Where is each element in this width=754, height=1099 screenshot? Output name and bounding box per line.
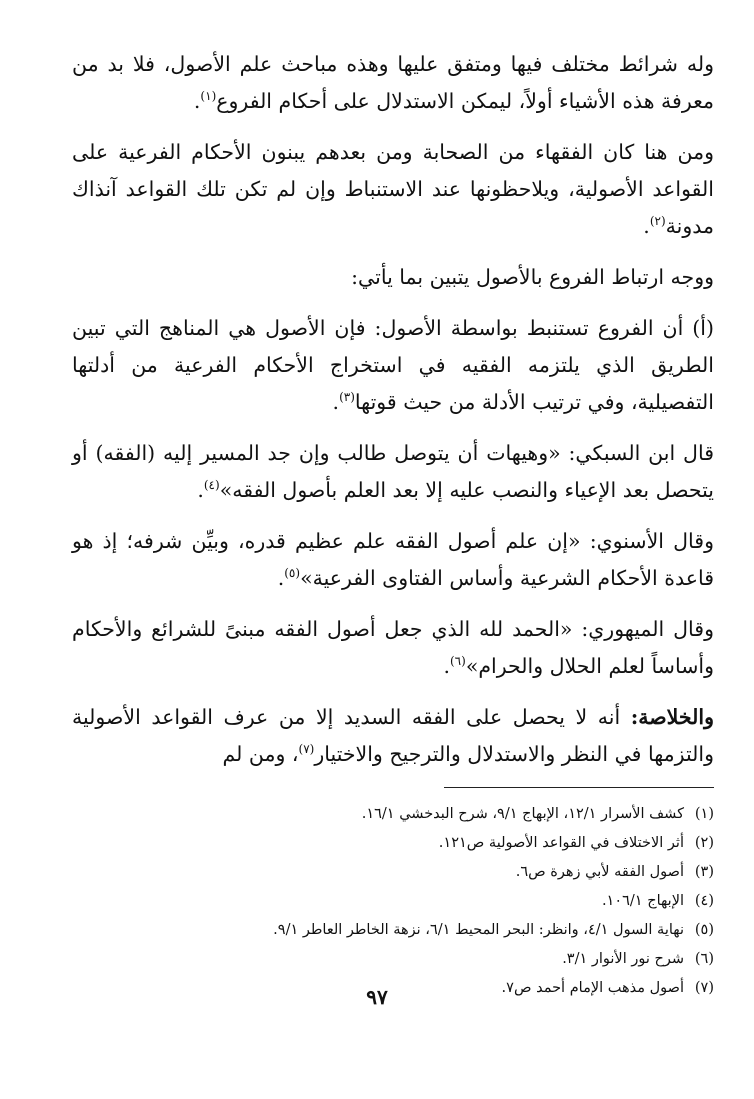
footnotes-list	[72, 800, 714, 1003]
footnote-ref: (١)	[200, 89, 217, 104]
footnote-item	[72, 800, 714, 829]
paragraph-end: ، ومن لم	[222, 742, 299, 766]
footnote-text: أثر الاختلاف في القواعد الأصولية ص١٢١.	[438, 835, 684, 851]
paragraph-end: .	[193, 89, 201, 113]
footnote-item	[72, 945, 714, 974]
summary-heading: والخلاصة:	[630, 705, 714, 729]
footnote-number: (٧)	[694, 980, 714, 996]
footnote-number: (٥)	[694, 922, 714, 938]
footnote-text: كشف الأسرار ١٢/١، الإبهاج ٩/١، شرح البدخشي ١٦/١.	[361, 806, 684, 822]
footnote-text: الإبهاج ١٠٦/١.	[601, 893, 684, 909]
footnote-divider	[444, 787, 714, 788]
paragraph-6	[72, 523, 714, 597]
footnote-ref: (٤)	[203, 478, 220, 493]
footnote-item	[72, 916, 714, 945]
paragraph-text: قال ابن السبكي: «وهيهات أن يتوصل طالب وإن جد المسير إليه (الفقه) أو يتحصل بعد الإعياء والنصب عليه إلا بعد العلم بأصول الفقه»	[72, 441, 714, 502]
paragraph-5	[72, 435, 714, 509]
paragraph-2	[72, 134, 714, 245]
footnote-ref: (٣)	[339, 390, 355, 405]
footnote-number: (٤)	[694, 893, 714, 909]
paragraph-end: .	[643, 214, 650, 238]
paragraph-1	[72, 46, 714, 120]
paragraph-4	[72, 310, 714, 421]
footnote-text: شرح نور الأنوار ٣/١.	[562, 951, 684, 967]
footnote-ref: (٧)	[298, 742, 315, 757]
paragraph-end: .	[332, 390, 340, 414]
paragraph-8	[72, 699, 714, 773]
paragraph-end: .	[197, 478, 204, 502]
footnote-number: (٦)	[694, 951, 714, 967]
paragraph-text: وقال الأسنوي: «إن علم أصول الفقه علم عظيم قدره، وبيِّن شرفه؛ إذ هو قاعدة الأحكام الشرعية وأساس الفتاوى الفرعية»	[72, 529, 714, 590]
paragraph-text: أنه لا يحصل على الفقه السديد إلا من عرف القواعد الأصولية والتزمها في النظر والاستدلال والترجيح والاختيار	[72, 705, 714, 766]
footnote-ref: (٢)	[649, 214, 666, 229]
footnote-number: (٢)	[694, 835, 714, 851]
page-number: ٩٧	[366, 985, 388, 1009]
footnote-item	[72, 887, 714, 916]
paragraph-text: وقال الميهوري: «الحمد لله الذي جعل أصول الفقه مبنىً للشرائع والأحكام وأساساً لعلم الحلال والحرام»	[72, 617, 714, 678]
footnote-number: (٣)	[694, 864, 714, 880]
paragraph-text: ووجه ارتباط الفروع بالأصول يتبين بما يأتي:	[351, 265, 714, 289]
paragraph-7	[72, 611, 714, 685]
footnote-text: أصول مذهب الإمام أحمد ص٧.	[501, 980, 684, 996]
paragraph-text: وله شرائط مختلف فيها ومتفق عليها وهذه مباحث علم الأصول، فلا بد من معرفة هذه الأشياء أولاً، ليمكن الاستدلال على أحكام الفروع	[72, 52, 714, 113]
footnote-text: أصول الفقه لأبي زهرة ص٦.	[515, 864, 684, 880]
page-body	[72, 46, 714, 1003]
paragraph-text: ومن هنا كان الفقهاء من الصحابة ومن بعدهم يبنون الأحكام الفرعية على القواعد الأصولية، ويلاحظونها عند الاستنباط وإن لم تكن تلك القواعد آنذاك مدونة	[72, 140, 714, 238]
footnote-ref: (٥)	[284, 566, 301, 581]
footnote-text: نهاية السول ٤/١، وانظر: البحر المحيط ٦/١، نزهة الخاطر العاطر ٩/١.	[273, 922, 684, 938]
footnote-number: (١)	[694, 806, 714, 822]
paragraph-end: .	[277, 566, 285, 590]
paragraph-end: .	[443, 654, 450, 678]
footnote-item	[72, 858, 714, 887]
footnote-item	[72, 829, 714, 858]
paragraph-text: (أ) أن الفروع تستنبط بواسطة الأصول: فإن الأصول هي المناهج التي تبين الطريق الذي يلتزمه الفقيه في استخراج الأحكام الفرعية من أدلتها التفصيلية، وفي ترتيب الأدلة من حيث قوتها	[72, 316, 714, 414]
footnote-ref: (٦)	[449, 654, 466, 669]
paragraph-3	[72, 259, 714, 296]
